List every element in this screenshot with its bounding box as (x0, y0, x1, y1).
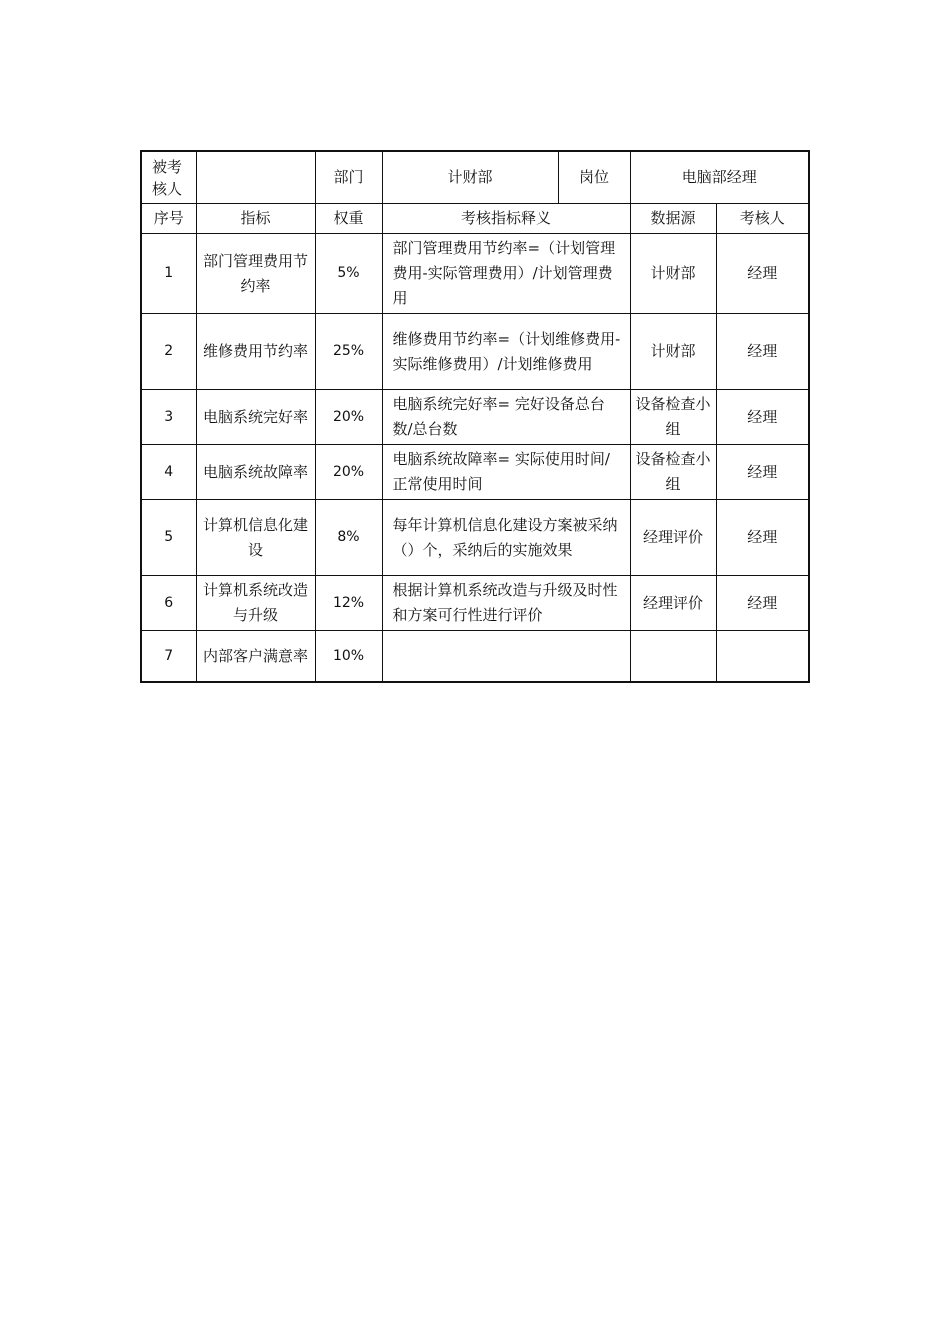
table-row (141, 631, 809, 683)
row-assessor: 经理 (716, 390, 809, 445)
row-assessor: 经理 (716, 576, 809, 631)
row-weight: 20% (315, 445, 382, 500)
col-header-no: 序号 (141, 204, 196, 234)
table-row (141, 445, 809, 500)
row-no: 3 (141, 390, 196, 445)
row-indicator: 电脑系统故障率 (196, 445, 315, 500)
row-assessor: 经理 (716, 500, 809, 576)
position-label: 岗位 (558, 151, 630, 204)
col-header-weight: 权重 (315, 204, 382, 234)
col-header-indicator: 指标 (196, 204, 315, 234)
table-row (141, 576, 809, 631)
row-source: 经理评价 (630, 500, 716, 576)
col-header-source: 数据源 (630, 204, 716, 234)
row-weight: 8% (315, 500, 382, 576)
department-label: 部门 (315, 151, 382, 204)
row-weight: 10% (315, 631, 382, 683)
col-header-definition: 考核指标释义 (382, 204, 630, 234)
row-weight: 25% (315, 314, 382, 390)
row-source: 计财部 (630, 314, 716, 390)
row-definition: 电脑系统故障率= 实际使用时间/正常使用时间 (382, 445, 630, 500)
row-no: 1 (141, 234, 196, 314)
row-indicator: 内部客户满意率 (196, 631, 315, 683)
row-indicator: 计算机信息化建设 (196, 500, 315, 576)
table-row (141, 390, 809, 445)
info-row (141, 151, 809, 204)
row-no: 2 (141, 314, 196, 390)
column-header-row (141, 204, 809, 234)
row-indicator: 部门管理费用节约率 (196, 234, 315, 314)
row-assessor (716, 631, 809, 683)
row-definition: 每年计算机信息化建设方案被采纳（）个，采纳后的实施效果 (382, 500, 630, 576)
table-row (141, 500, 809, 576)
department-value: 计财部 (382, 151, 558, 204)
assessee-value (196, 151, 315, 204)
row-no: 7 (141, 631, 196, 683)
row-definition (382, 631, 630, 683)
row-weight: 12% (315, 576, 382, 631)
table-row (141, 234, 809, 314)
row-source (630, 631, 716, 683)
row-source: 经理评价 (630, 576, 716, 631)
row-assessor: 经理 (716, 314, 809, 390)
row-source: 计财部 (630, 234, 716, 314)
row-source: 设备检查小组 (630, 390, 716, 445)
position-value: 电脑部经理 (630, 151, 809, 204)
row-no: 6 (141, 576, 196, 631)
table-row (141, 314, 809, 390)
row-definition: 部门管理费用节约率=（计划管理费用-实际管理费用）/计划管理费用 (382, 234, 630, 314)
row-definition: 维修费用节约率=（计划维修费用-实际维修费用）/计划维修费用 (382, 314, 630, 390)
row-indicator: 维修费用节约率 (196, 314, 315, 390)
col-header-assessor: 考核人 (716, 204, 809, 234)
row-definition: 根据计算机系统改造与升级及时性和方案可行性进行评价 (382, 576, 630, 631)
row-indicator: 计算机系统改造与升级 (196, 576, 315, 631)
row-definition: 电脑系统完好率= 完好设备总台数/总台数 (382, 390, 630, 445)
row-no: 5 (141, 500, 196, 576)
row-weight: 5% (315, 234, 382, 314)
assessee-label: 被考核人 (141, 151, 196, 204)
row-weight: 20% (315, 390, 382, 445)
row-source: 设备检查小组 (630, 445, 716, 500)
kpi-assessment-table (140, 150, 810, 683)
row-indicator: 电脑系统完好率 (196, 390, 315, 445)
row-assessor: 经理 (716, 445, 809, 500)
row-assessor: 经理 (716, 234, 809, 314)
row-no: 4 (141, 445, 196, 500)
